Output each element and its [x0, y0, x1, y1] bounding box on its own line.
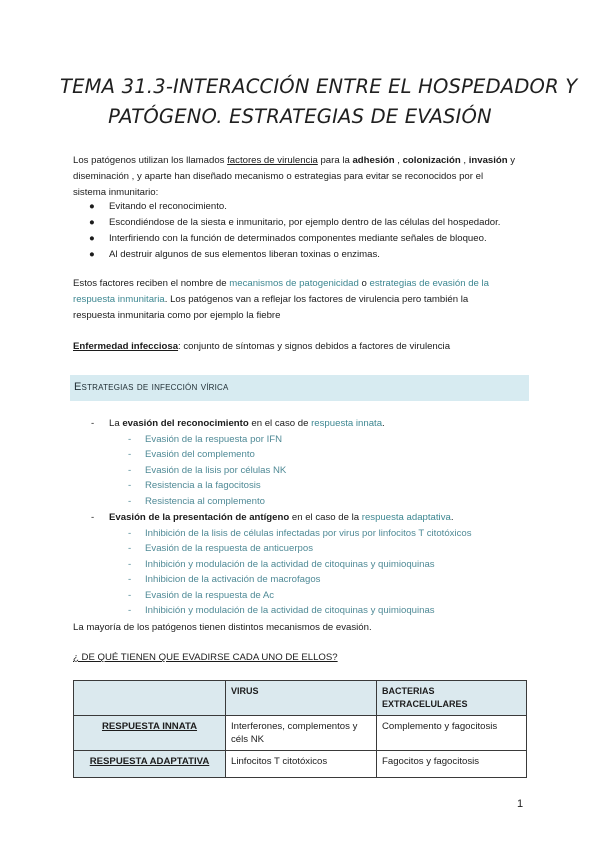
invasion-term: invasión — [468, 155, 508, 166]
dash-bullet: - — [128, 465, 132, 476]
item-text: . — [450, 512, 454, 523]
table-cell: Complemento y fagocitosis — [377, 716, 527, 751]
table-cell: Fagocitos y fagocitosis — [377, 751, 527, 778]
bullet-icon: ● — [89, 201, 95, 212]
intro-line-1 — [73, 155, 515, 166]
bullet-text: Al destruir algunos de sus elementos liberan toxinas o enzimas. — [109, 249, 380, 260]
virus-column-header: VIRUS — [226, 681, 377, 716]
dash-bullet: - — [128, 574, 132, 585]
closing-text: La mayoría de los patógenos tienen distintos mecanismos de evasión. — [73, 622, 372, 633]
intro-line-2: diseminación , y aparte han diseñado mecanismo o estrategias para evitar se reconocidos por el — [73, 170, 484, 182]
closing-sentence — [73, 620, 533, 636]
table-row — [74, 716, 527, 751]
table-cell: Linfocitos T citotóxicos — [226, 751, 377, 778]
sub-item-text: Inhibición y modulación de la actividad de citoquinas y quimioquinas — [145, 605, 435, 616]
adaptive-sub-item — [128, 588, 274, 603]
bullet-item — [89, 247, 380, 263]
sub-item-text: Evasión de la respuesta por IFN — [145, 434, 283, 445]
factors-line-1 — [73, 278, 489, 289]
disease-definition-text: : conjunto de síntomas y signos debidos a factores de virulencia — [178, 341, 451, 352]
disease-definition — [73, 339, 533, 355]
dash-bullet: - — [91, 418, 95, 429]
dash-bullet: - — [128, 449, 132, 460]
dash-bullet: - — [128, 528, 132, 539]
immune-response-term: respuesta inmunitaria — [73, 293, 165, 305]
adhesion-term: adhesión — [352, 155, 395, 166]
bullet-icon: ● — [89, 233, 95, 244]
adaptive-evasion-item — [91, 510, 454, 525]
factors-paragraph — [73, 276, 533, 323]
title-line-1: TEMA 31.3-INTERACCIÓN ENTRE EL HOSPEDADOR Y — [60, 75, 578, 98]
antigen-presentation-term: Evasión de la presentación de antígeno — [109, 512, 290, 523]
innate-evasion-item — [91, 416, 385, 431]
disease-term: Enfermedad infecciosa — [73, 341, 179, 352]
dash-bullet: - — [128, 559, 132, 570]
adaptive-sub-item — [128, 572, 320, 587]
sub-item-text: Resistencia a la fagocitosis — [145, 480, 261, 491]
sub-item-text: Evasión de la respuesta de Ac — [145, 590, 275, 601]
page-number: 1 — [517, 798, 524, 810]
adaptive-sub-item — [128, 541, 313, 556]
intro-text: , — [460, 155, 469, 166]
item-text: en el caso de la — [289, 512, 362, 523]
innate-sub-item — [128, 463, 286, 478]
question-heading — [73, 650, 533, 666]
table-row — [74, 751, 527, 778]
item-text: . — [382, 418, 385, 429]
innate-response-term: respuesta innata — [311, 418, 383, 429]
factors-text: . Los patógenos van a reflejar los factores de virulencia pero también la — [164, 293, 469, 305]
innate-row-header: RESPUESTA INNATA — [74, 716, 226, 751]
question-text: ¿ DE QUÉ TIENEN QUE EVADIRSE CADA UNO DE ELLOS? — [73, 652, 338, 663]
item-text: en el caso de — [248, 418, 312, 429]
factors-line-2 — [73, 294, 468, 305]
intro-paragraph — [73, 153, 533, 200]
item-text: La — [109, 418, 123, 429]
bullet-item — [89, 215, 500, 231]
page-title — [60, 72, 578, 132]
pathogenicity-term: mecanismos de patogenicidad — [229, 278, 359, 289]
table-cell: Interferones, complementos y céls NK — [226, 716, 377, 751]
sub-item-text: Evasión del complemento — [145, 449, 255, 460]
factors-line-3: respuesta inmunitaria como por ejemplo la fiebre — [73, 309, 281, 321]
bullet-text: Evitando el reconocimiento. — [109, 201, 227, 212]
factors-text: o — [358, 278, 370, 289]
sub-item-text: Evasión de la respuesta de anticuerpos — [145, 543, 313, 554]
bullet-icon: ● — [89, 217, 95, 228]
bullet-icon: ● — [89, 249, 95, 260]
intro-text: para la — [317, 155, 353, 166]
adaptive-sub-item — [128, 603, 435, 618]
bullet-text: Interfiriendo con la función de determinados componentes mediante señales de bloqueo. — [109, 233, 487, 244]
title-line-2: PATÓGENO. ESTRATEGIAS DE EVASIÓN — [108, 105, 492, 128]
colonization-term: colonización — [402, 155, 461, 166]
dash-bullet: - — [128, 590, 132, 601]
dash-bullet: - — [128, 543, 132, 554]
sub-item-text: Inhibición de la lisis de células infectadas por virus por linfocitos T citotóxicos — [145, 528, 472, 539]
adaptive-row-header: RESPUESTA ADAPTATIVA — [74, 751, 226, 778]
recognition-evasion-term: evasión del reconocimiento — [122, 418, 249, 429]
intro-text: y — [507, 155, 516, 166]
dash-bullet: - — [128, 480, 132, 491]
sub-item-text: Inhibicion de la activación de macrofagos — [145, 574, 321, 585]
innate-sub-item — [128, 494, 265, 509]
virulence-factors-term: factores de virulencia — [227, 155, 318, 166]
bullet-item — [89, 231, 487, 247]
bacteria-column-header: BACTERIAS EXTRACELULARES — [377, 681, 527, 716]
bullet-text: Escondiéndose de la siesta e inmunitario, por ejemplo dentro de las células del hospedador. — [109, 217, 501, 228]
innate-sub-item — [128, 432, 282, 447]
table-corner-cell — [74, 681, 226, 716]
bullet-item — [89, 199, 227, 215]
dash-bullet: - — [91, 512, 95, 523]
sub-item-text: Inhibición y modulación de la actividad de citoquinas y quimioquinas — [145, 559, 435, 570]
section-title: Estrategias de infección vírica — [74, 381, 229, 393]
adaptive-sub-item — [128, 557, 435, 572]
table-header-row — [74, 681, 527, 716]
sub-item-text: Resistencia al complemento — [145, 496, 265, 507]
dash-bullet: - — [128, 496, 132, 507]
intro-text: , — [394, 155, 403, 166]
sub-item-text: Evasión de la lisis por células NK — [145, 465, 287, 476]
dash-bullet: - — [128, 434, 132, 445]
factors-text: Estos factores reciben el nombre de — [73, 278, 230, 289]
dash-bullet: - — [128, 605, 132, 616]
adaptive-response-term: respuesta adaptativa — [361, 512, 451, 523]
section-header — [70, 375, 529, 401]
evasion-strategies-term: estrategias de evasión de la — [369, 278, 489, 289]
innate-sub-item — [128, 478, 261, 493]
evasion-table — [73, 680, 527, 778]
adaptive-sub-item — [128, 526, 472, 541]
intro-text: Los patógenos utilizan los llamados — [73, 155, 228, 166]
innate-sub-item — [128, 447, 255, 462]
intro-line-3: sistema inmunitario: — [73, 186, 159, 198]
